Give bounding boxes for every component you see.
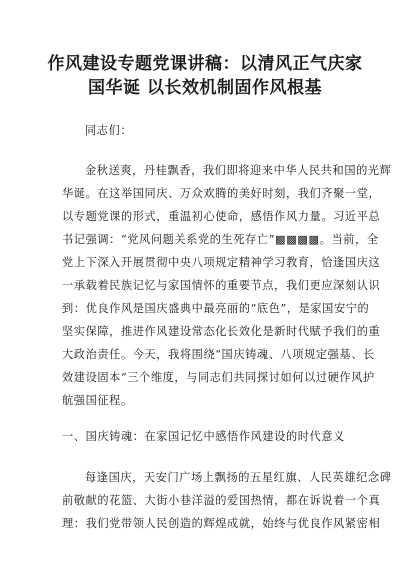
section-1-heading: 一、国庆铸魂：在家国记忆中感悟作风建设的时代意义 <box>62 430 345 443</box>
paragraph-1-line: 华诞。在这举国同庆、万众欢腾的美好时刻，我们齐聚一堂， <box>62 187 381 200</box>
paragraph-1-line: 大政治责任。今天，我将围绕“国庆铸魂、八项规定强基、长 <box>62 348 375 361</box>
paragraph-1-line: 金秋送爽，丹桂飘香，我们即将迎来中华人民共和国的光辉 <box>85 164 392 177</box>
document-title-line-2: 国华诞 以长效机制固作风根基 <box>88 78 322 98</box>
document-title-line-1: 作风建设专题党课讲稿：以清风正气庆家 <box>47 54 363 74</box>
paragraph-1-line: 书记强调：“党风问题关系党的生死存亡”▩▩▩▩。当前，全 <box>62 233 379 246</box>
paragraph-1-line: 坚实保障，推进作风建设常态化长效化是新时代赋予我们的重 <box>62 325 381 338</box>
paragraph-2-line: 每逢国庆，天安门广场上飘扬的五星红旗、人民英雄纪念碑 <box>85 471 392 484</box>
paragraph-1-line: 航强国征程。 <box>62 394 133 407</box>
paragraph-1-line: 一承载着民族记忆与家国情怀的重要节点，我们更应深刻认识 <box>62 279 381 292</box>
paragraph-1-line: 效建设固本”三个维度，与同志们共同探讨如何以过硬作风护 <box>62 371 375 384</box>
salutation: 同志们： <box>85 124 133 137</box>
paragraph-1-line: 到：优良作风是国庆盛典中最亮丽的“底色”，是家国安宁的 <box>62 302 370 315</box>
paragraph-2-line: 理：我们党带领人民创造的辉煌成就，始终与优良作风紧密相 <box>62 517 381 530</box>
paragraph-2-line: 前敬献的花篮、大街小巷洋溢的爱国热情，都在诉说着一个真 <box>62 494 381 507</box>
paragraph-1-line: 党上下深入开展贯彻中央八项规定精神学习教育，恰逢国庆这 <box>62 256 381 269</box>
paragraph-1-line: 以专题党课的形式，重温初心使命，感悟作风力量。习近平总 <box>62 210 381 223</box>
